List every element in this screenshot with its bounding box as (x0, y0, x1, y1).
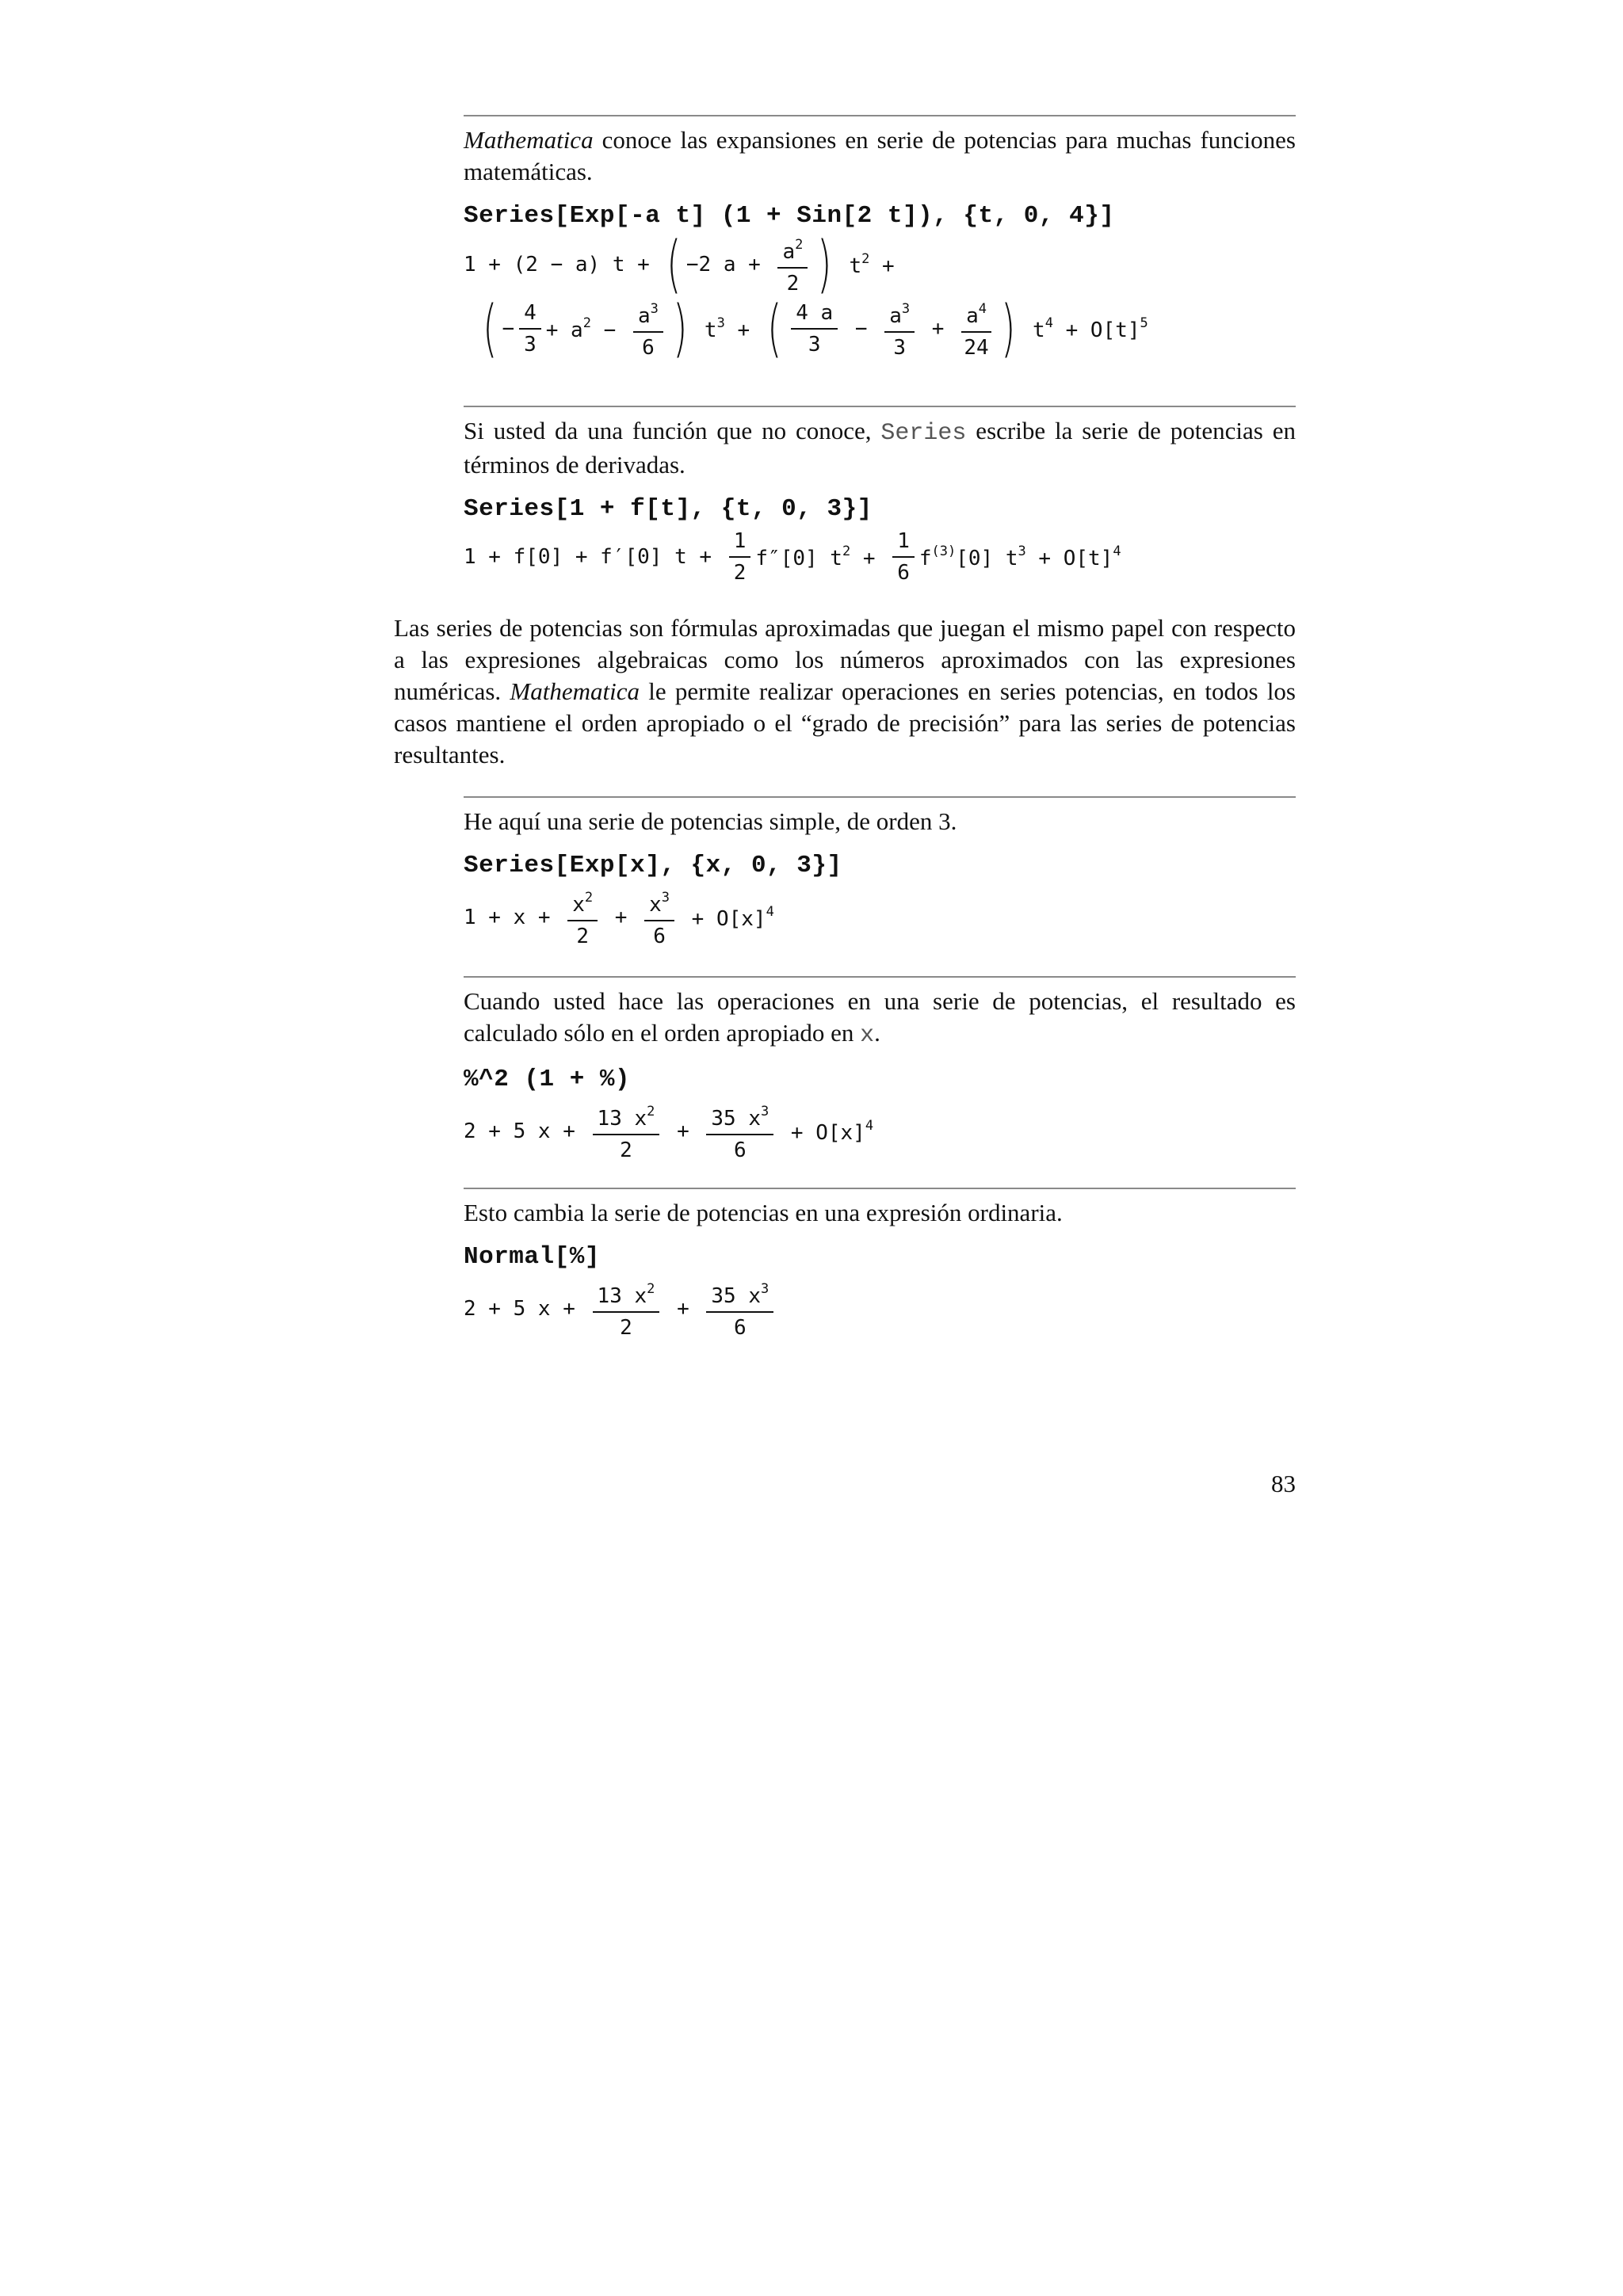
example-description: Cuando usted hace las operaciones en una serie de potencias, el resultado es calculado sólo en el orden apropiado en x. (464, 987, 1296, 1049)
output-cell-continued: ( − $\frac{4}{3}$ + $a^2$ − $\frac{a^3}{6}$ ) $t^3$ + ( $\frac{4 a}{3}$ − $\frac{a^3}{3}$ + $\frac{a^4}{24}$ ) $t^4 + O[t]^5$ (483, 292, 1148, 364)
divider (464, 406, 1296, 407)
example-block-operations (464, 976, 1296, 1162)
divider (464, 115, 1296, 116)
example-description: Si usted da una función que no conoce, Series escribe la serie de potencias en términos de derivadas. (464, 417, 1296, 479)
output-cell: 2 + 5 x + $\frac{13 x^2}{2}$ + $\frac{35 x^3}{6}$ + $O[x]^4$ (464, 1100, 1296, 1162)
output-cell: 1 + f[0] + f′[0] t + $\frac{1}{2}$ f″[0] $t^2$ + $\frac{1}{6}$ $f^{(3)}[0] t^3 + O[t]^4$ (464, 529, 1121, 585)
input-cell: %^2 (1 + %) (464, 1066, 631, 1093)
example-block-series-exp-x (464, 796, 1296, 948)
example-block-series-f (464, 406, 1296, 585)
input-cell: Normal[%] (464, 1243, 600, 1271)
divider (464, 976, 1296, 978)
output-cell: 1 + x + $\frac{x^2}{2}$ + $\frac{x^3}{6}$ + $O[x]^4$ (464, 886, 1296, 948)
example-description: Esto cambia la serie de potencias en una expresión ordinaria. (464, 1199, 1063, 1226)
page-number: 83 (1271, 1470, 1296, 1497)
example-block-normal (464, 1188, 1296, 1340)
input-cell: Series[Exp[-a t] (1 + Sin[2 t]), {t, 0, 4}] (464, 202, 1115, 230)
example-block-series-exp (464, 115, 1296, 364)
divider (464, 1188, 1296, 1189)
body-paragraph: Las series de potencias son fórmulas aproximadas que juegan el mismo papel con respecto a las expresiones algebraicas como los números aproximados con las expresiones numéricas. Mathematica le permite realizar operaciones en series potencias, en todos los casos mantiene el orden apropiado o el “grado de precisión” para las series de potencias resultantes. (394, 614, 1296, 769)
input-cell: Series[1 + f[t], {t, 0, 3}] (464, 495, 873, 523)
example-description: Mathematica conoce las expansiones en serie de potencias para muchas funciones matemáticas. (464, 126, 1296, 185)
output-cell: 2 + 5 x + $\frac{13 x^2}{2}$ + $\frac{35 x^3}{6}$ (464, 1277, 1296, 1340)
output-cell: 1 + (2 − a) t + ( −2 a + $\frac{a^2}{2}$ ) $t^2$ + (464, 228, 895, 300)
divider (464, 796, 1296, 798)
example-description: He aquí una serie de potencias simple, de orden 3. (464, 807, 957, 835)
input-cell: Series[Exp[x], {x, 0, 3}] (464, 852, 842, 879)
